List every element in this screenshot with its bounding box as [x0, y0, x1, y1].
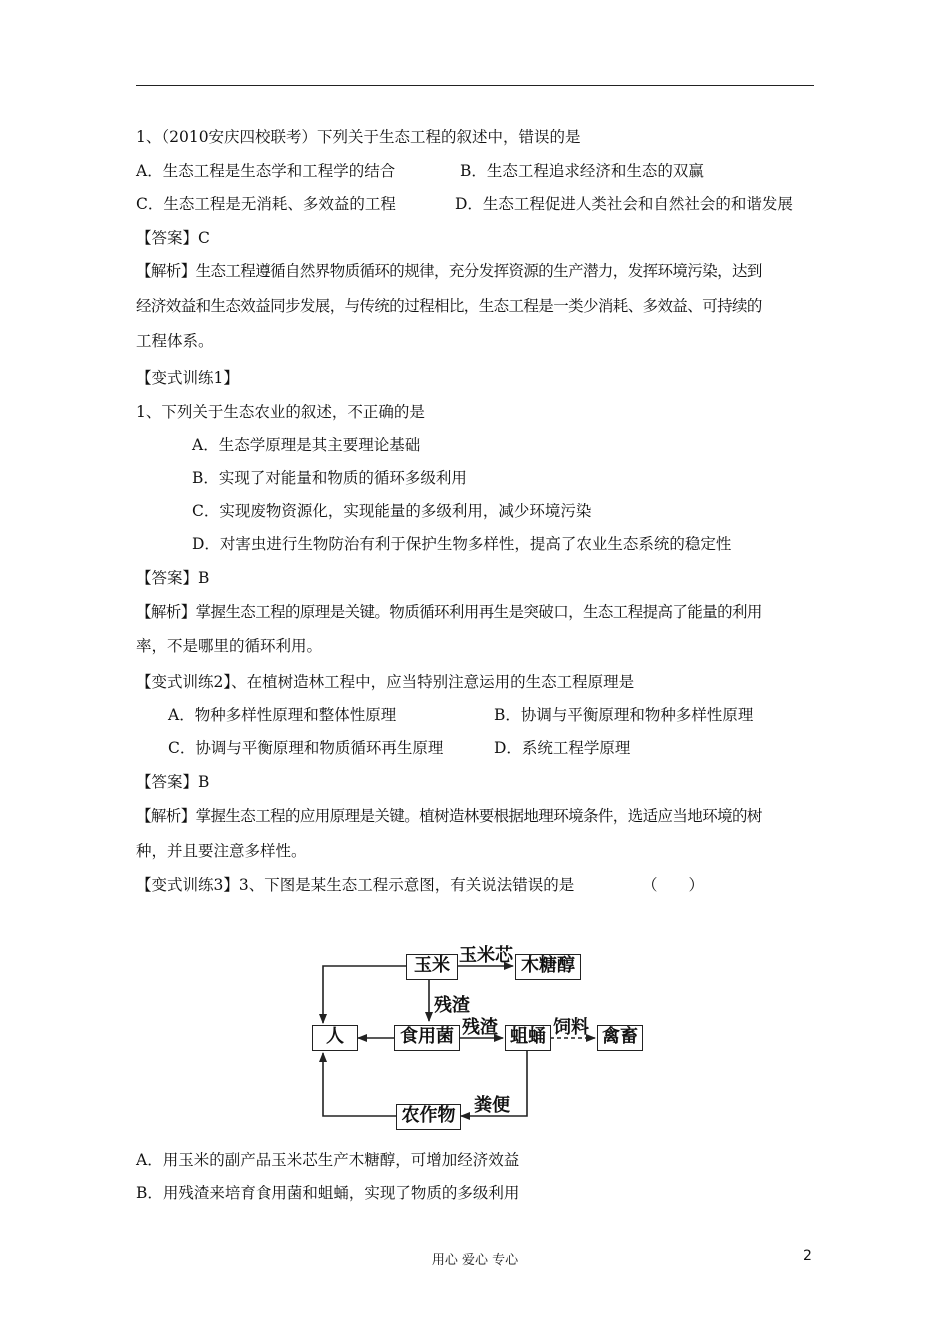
node-human: 人: [312, 1025, 358, 1051]
node-crops: 农作物: [396, 1104, 461, 1130]
arrow-corn-to-human: [323, 966, 406, 1023]
page-number: 2: [803, 1248, 812, 1264]
v2-stem: 【变式训练2】、在植树造林工程中，应当特别注意运用的生态工程原理是: [136, 673, 635, 691]
node-livestock: 禽畜: [597, 1025, 643, 1051]
q1-answer: 【答案】C: [136, 229, 210, 247]
v2-option-c: C．协调与平衡原理和物质循环再生原理: [168, 739, 444, 757]
arrow-crops-to-human: [323, 1053, 396, 1116]
label-residue-2: 残渣: [462, 1017, 498, 1038]
q1-option-b: B．生态工程追求经济和生态的双赢: [460, 162, 704, 180]
node-pupa: 蛆蛹: [505, 1025, 551, 1051]
q1-analysis-line1: 【解析】生态工程遵循自然界物质循环的规律，充分发挥资源的生产潜力，发挥环境污染，达到: [136, 262, 762, 280]
q1-stem: 1、（2010安庆四校联考）下列关于生态工程的叙述中，错误的是: [136, 128, 581, 146]
label-manure: 粪便: [474, 1095, 510, 1116]
label-feed: 饲料: [553, 1017, 589, 1038]
label-corncob: 玉米芯: [459, 945, 513, 966]
v3-answer-paren: （ ）: [642, 876, 705, 894]
v1-analysis-line2: 率，不是哪里的循环利用。: [136, 637, 323, 655]
node-xylitol: 木糖醇: [515, 954, 581, 980]
header-rule: [136, 85, 814, 86]
v3-option-a: A．用玉米的副产品玉米芯生产木糖醇，可增加经济效益: [136, 1151, 520, 1169]
v1-stem: 1、下列关于生态农业的叙述，不正确的是: [136, 403, 425, 421]
v2-option-b: B．协调与平衡原理和物种多样性原理: [494, 706, 754, 724]
v1-option-a: A．生态学原理是其主要理论基础: [192, 436, 421, 454]
v1-heading: 【变式训练1】: [136, 369, 239, 387]
v1-option-d: D．对害虫进行生物防治有利于保护生物多样性，提高了农业生态系统的稳定性: [192, 535, 732, 553]
v1-analysis-line1: 【解析】掌握生态工程的原理是关键。物质循环利用再生是突破口，生态工程提高了能量的利用: [136, 603, 762, 621]
q1-analysis-line3: 工程体系。: [136, 332, 214, 350]
v1-option-b: B．实现了对能量和物质的循环多级利用: [192, 469, 467, 487]
v2-option-d: D．系统工程学原理: [494, 739, 631, 757]
v1-option-c: C．实现废物资源化，实现能量的多级利用，减少环境污染: [192, 502, 592, 520]
ecological-engineering-diagram: [310, 935, 650, 1125]
label-residue-1: 残渣: [434, 995, 470, 1016]
v2-option-a: A．物种多样性原理和整体性原理: [168, 706, 397, 724]
v2-answer: 【答案】B: [136, 773, 210, 791]
v2-analysis-line1: 【解析】掌握生态工程的应用原理是关键。植树造林要根据地理环境条件，选适应当地环境的树: [136, 807, 762, 825]
v3-stem: 【变式训练3】3、下图是某生态工程示意图，有关说法错误的是: [136, 876, 575, 894]
q1-option-d: D．生态工程促进人类社会和自然社会的和谐发展: [455, 195, 793, 213]
v1-answer: 【答案】B: [136, 569, 210, 587]
v2-analysis-line2: 种，并且要注意多样性。: [136, 842, 307, 860]
node-corn: 玉米: [406, 954, 458, 980]
node-mushroom: 食用菌: [394, 1025, 460, 1051]
footer-text: 用心 爱心 专心: [431, 1253, 519, 1268]
q1-option-a: A．生态工程是生态学和工程学的结合: [136, 162, 396, 180]
q1-analysis-line2: 经济效益和生态效益同步发展，与传统的过程相比，生态工程是一类少消耗、多效益、可持续的: [136, 297, 762, 315]
v3-option-b: B．用残渣来培育食用菌和蛆蛹，实现了物质的多级利用: [136, 1184, 520, 1202]
q1-option-c: C．生态工程是无消耗、多效益的工程: [136, 195, 396, 213]
